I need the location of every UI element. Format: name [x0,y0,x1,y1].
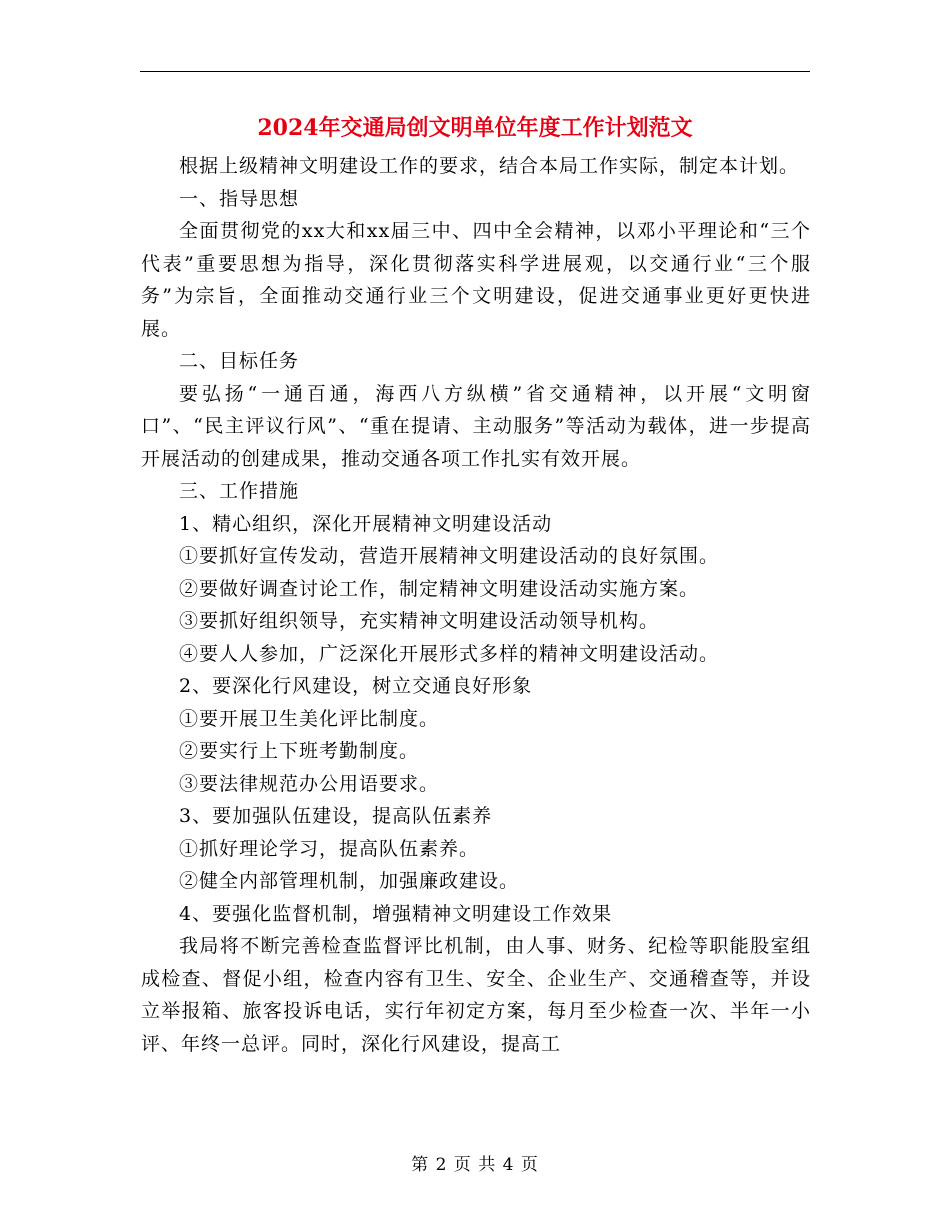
paragraph-goals: 要弘扬“一通百通，海西八方纵横”省交通精神，以开展“文明窗口”、“民主评议行风”、“重在提请、主动服务”等活动为载体，进一步提高开展活动的创建成果，推动交通各项工作扎实有效开展。 [141,382,811,470]
list-item: ①抓好理论学习，提高队伍素养。 [179,837,480,860]
section-heading-goals: 二、目标任务 [179,350,300,372]
subheading-measure-4: 4、要强化监督机制，增强精神文明建设工作效果 [179,902,613,925]
document-body [141,150,811,1060]
subheading-measure-3: 3、要加强队伍建设，提高队伍素养 [179,805,493,827]
header-rule [140,71,810,72]
list-item: ②要实行上下班考勤制度。 [179,740,420,762]
list-item: ③要法律规范办公用语要求。 [179,772,440,795]
paragraph-guiding-thought: 全面贯彻党的xx大和xx届三中、四中全会精神，以邓小平理论和“三个代表”重要思想为指导，深化贯彻落实科学进展观，以交通行业“三个服务”为宗旨，全面推动交通行业三个文明建设，促进交通事业更好更快进展。 [141,220,811,340]
list-item: ①要抓好宣传发动，营造开展精神文明建设活动的良好氛围。 [179,545,720,567]
subheading-measure-2: 2、要深化行风建设，树立交通良好形象 [179,675,533,697]
paragraph-supervision: 我局将不断完善检查监督评比机制，由人事、财务、纪检等职能股室组成检查、督促小组，检查内容有卫生、安全、企业生产、交通稽查等，并设立举报箱、旅客投诉电话，实行年初定方案，每月至少检查一次、半年一小评、年终一总评。同时，深化行风建设，提高工 [141,935,811,1055]
list-item: ④要人人参加，广泛深化开展形式多样的精神文明建设活动。 [179,642,720,665]
subheading-measure-1: 1、精心组织，深化开展精神文明建设活动 [179,512,553,535]
document-title: 2024年交通局创文明单位年度工作计划范文 [257,115,693,141]
list-item: ③要抓好组织领导，充实精神文明建设活动领导机构。 [179,610,660,632]
section-heading-guiding-thought: 一、指导思想 [179,187,300,210]
paragraph-intro: 根据上级精神文明建设工作的要求，结合本局工作实际，制定本计划。 [179,155,800,177]
list-item: ②要做好调查讨论工作，制定精神文明建设活动实施方案。 [179,577,700,600]
list-item: ①要开展卫生美化评比制度。 [179,707,440,730]
list-item: ②健全内部管理机制，加强廉政建设。 [179,870,520,892]
page-number: 第 2 页 共 4 页 [411,1155,539,1175]
section-heading-measures: 三、工作措施 [179,480,300,502]
